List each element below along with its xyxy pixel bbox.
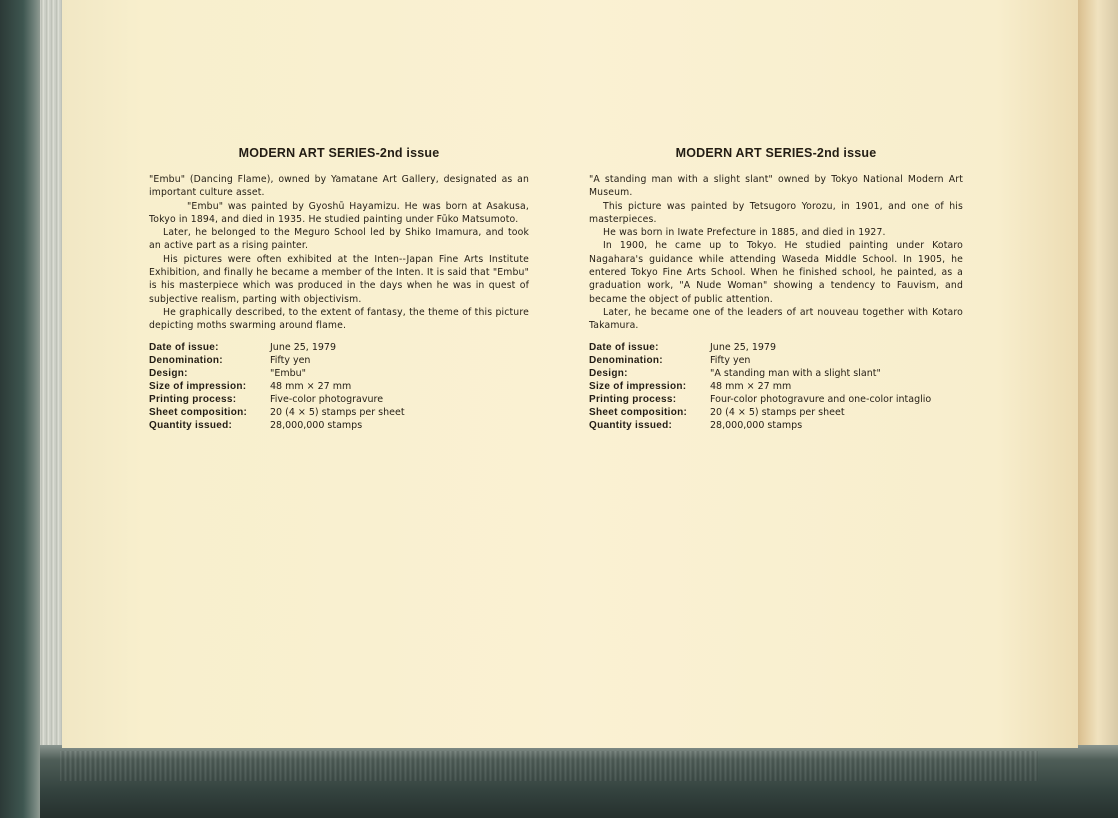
spec-label: Sheet composition: xyxy=(149,406,248,418)
spec-label: Design: xyxy=(589,367,628,379)
right-page-title: MODERN ART SERIES-2nd issue xyxy=(675,146,877,160)
spec-row xyxy=(589,380,931,393)
spec-value: Five-color photogravure xyxy=(270,393,384,405)
right-paragraph-education: In 1900, he came up to Tokyo. He studied painting under Kotaro Nagahara's guidance while attending Waseda Middle School. In 1905, he entered Tokyo Fine Arts School. When he finished school, he painted, as a graduation work, "A Nude Woman" showing a tendency to Fauvism, and became the object of public attention. xyxy=(589,240,963,305)
spec-label: Quantity issued: xyxy=(149,419,233,431)
spec-row xyxy=(589,419,931,432)
book-cover-bottom xyxy=(40,745,1118,818)
spec-row xyxy=(149,406,405,419)
right-paragraph-masterpiece: This picture was painted by Tetsugoro Yorozu, in 1901, and one of his masterpieces. xyxy=(589,200,963,225)
spec-label: Printing process: xyxy=(149,393,237,405)
spec-value: Four-color photogravure and one-color intaglio xyxy=(710,393,932,405)
spec-label: Date of issue: xyxy=(149,341,219,353)
left-paragraph-intro: "Embu" (Dancing Flame), owned by Yamatane Art Gallery, designated as an important culture asset. xyxy=(149,174,529,199)
spec-row xyxy=(589,406,931,419)
spec-row xyxy=(149,419,405,432)
left-page xyxy=(149,146,529,432)
spec-row xyxy=(589,393,931,406)
left-paragraph-theme: He graphically described, to the extent of fantasy, the theme of this picture depicting moths swarming around flame. xyxy=(149,306,529,332)
book-binding-left xyxy=(0,0,42,818)
spec-label: Size of impression: xyxy=(589,380,687,392)
right-page xyxy=(589,146,963,432)
spec-label: Printing process: xyxy=(589,393,677,405)
left-paragraph-inten: His pictures were often exhibited at the Inten--Japan Fine Arts Institute Exhibition, and finally he became a member of the Inten. It is said that "Embu" is his masterpiece which was produced in the days when he was in quest of subjective realism, parting with objectivism. xyxy=(149,253,529,305)
spec-label: Quantity issued: xyxy=(589,419,673,431)
spec-label: Denomination: xyxy=(149,354,223,366)
spec-label: Size of impression: xyxy=(149,380,247,392)
right-specs-table xyxy=(589,341,931,432)
spec-label: Design: xyxy=(149,367,188,379)
left-paragraph-biography: "Embu" was painted by Gyoshū Hayamizu. He was born at Asakusa, Tokyo in 1894, and died in 1935. He studied painting under Fūko Matsumoto. xyxy=(149,200,529,225)
spec-row xyxy=(149,341,405,354)
spec-value: 28,000,000 stamps xyxy=(710,419,803,431)
spec-value: 20 (4 × 5) stamps per sheet xyxy=(710,406,845,418)
spec-row xyxy=(149,393,405,406)
spec-row xyxy=(149,354,405,367)
spec-value: "A standing man with a slight slant" xyxy=(710,367,881,379)
spec-row xyxy=(149,380,405,393)
spec-value: 48 mm × 27 mm xyxy=(270,380,352,392)
spec-label: Denomination: xyxy=(589,354,663,366)
spec-row xyxy=(149,367,405,380)
spec-label: Sheet composition: xyxy=(589,406,688,418)
right-paragraph-birth: He was born in Iwate Prefecture in 1885, and died in 1927. xyxy=(603,227,886,239)
spec-value: 48 mm × 27 mm xyxy=(710,380,792,392)
spec-value: Fifty yen xyxy=(270,354,311,366)
spec-value: June 25, 1979 xyxy=(710,341,777,353)
spec-row xyxy=(589,367,931,380)
spec-value: 28,000,000 stamps xyxy=(270,419,363,431)
spec-row xyxy=(589,341,931,354)
spec-value: 20 (4 × 5) stamps per sheet xyxy=(270,406,405,418)
spec-value: "Embu" xyxy=(270,367,307,379)
spec-value: June 25, 1979 xyxy=(270,341,337,353)
left-specs-table xyxy=(149,341,405,432)
left-paragraph-meguro-school: Later, he belonged to the Meguro School led by Shiko Imamura, and took an active part as a rising painter. xyxy=(149,227,529,252)
right-paragraph-art-nouveau: Later, he became one of the leaders of art nouveau together with Kotaro Takamura. xyxy=(589,306,963,332)
spec-row xyxy=(589,354,931,367)
spec-label: Date of issue: xyxy=(589,341,659,353)
right-paragraph-intro: "A standing man with a slight slant" owned by Tokyo National Modern Art Museum. xyxy=(589,174,963,199)
page-edges xyxy=(40,0,64,760)
left-page-title: MODERN ART SERIES-2nd issue xyxy=(238,146,440,160)
spec-value: Fifty yen xyxy=(710,354,751,366)
